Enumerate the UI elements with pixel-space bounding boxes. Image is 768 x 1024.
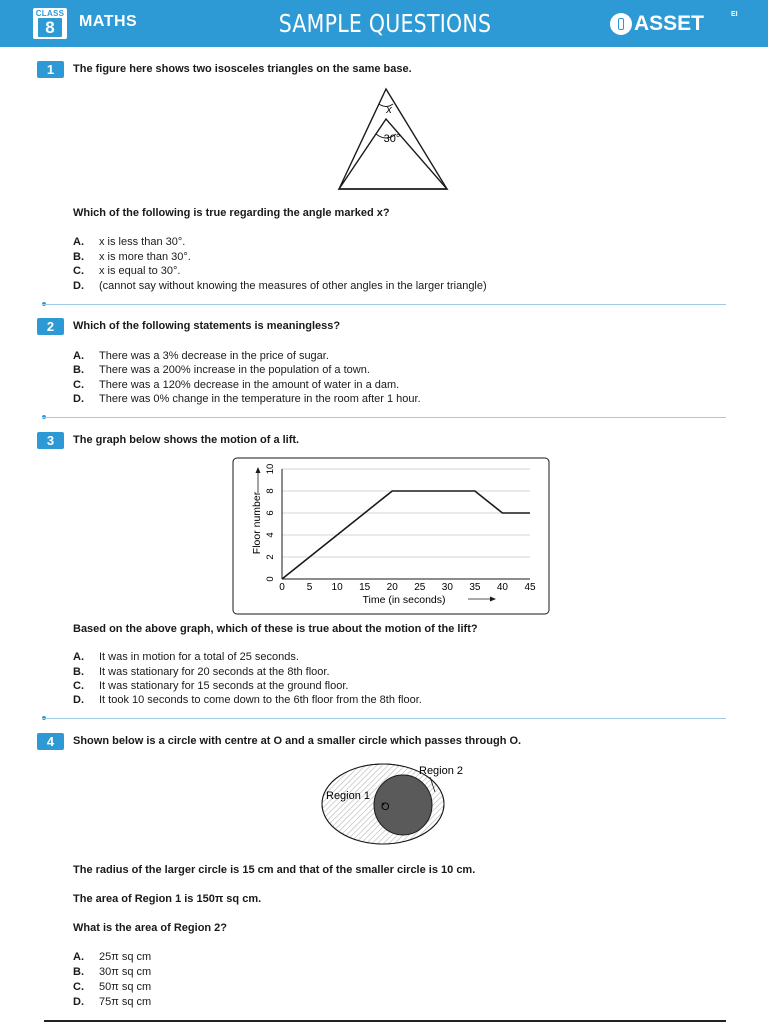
option-letter: D. [73,996,84,1008]
q2-option-a[interactable] [73,350,329,362]
separator [42,417,726,418]
class-label: CLASS [35,9,65,18]
y-axis-label: Floor number [251,491,263,555]
option-letter: C. [73,981,84,993]
triangles-figure [330,86,460,192]
centre-o-label: O [381,801,390,813]
asset-logo-icon [610,13,632,35]
question-2-text: Which of the following statements is meaningless? [73,320,341,332]
x-tick-label: 35 [469,582,481,593]
q4-option-a[interactable] [73,951,151,963]
y-tick-label: 2 [265,554,276,560]
q4-option-b[interactable] [73,966,151,978]
x-tick-label: 25 [414,582,426,593]
option-letter: C. [73,265,84,277]
header-bar [0,0,768,47]
q3-option-b[interactable] [73,666,330,678]
lift-motion-chart [232,457,550,615]
option-letter: B. [73,966,84,978]
question-3-prompt: Based on the above graph, which of these is true about the motion of the lift? [73,623,478,635]
x-tick-label: 15 [359,582,371,593]
question-4-prompt: What is the area of Region 2? [73,922,228,934]
x-axis-label: Time (in seconds) [362,594,446,606]
option-text: (cannot say without knowing the measures of other angles in the larger triangle) [99,280,487,292]
region-2-label: Region 2 [419,765,464,777]
question-1-text: The figure here shows two isosceles triangles on the same base. [73,63,412,75]
y-tick-label: 10 [265,463,276,475]
option-text: There was a 120% decrease in the amount of water in a dam. [99,379,400,391]
option-letter: C. [73,680,84,692]
question-2-number: 2 [37,318,64,335]
question-1-prompt: Which of the following is true regarding the angle marked x? [73,207,390,219]
question-3-text: The graph below shows the motion of a lift. [73,434,300,446]
class-number: 8 [38,18,62,37]
q4-option-d[interactable] [73,996,151,1008]
x-tick-label: 5 [306,582,313,593]
question-4-line-2: The area of Region 1 is 150π sq cm. [73,893,262,905]
option-text: It was stationary for 20 seconds at the 8th floor. [99,666,330,678]
q2-option-d[interactable] [73,393,421,405]
region-1-label: Region 1 [326,790,371,802]
option-text: It took 10 seconds to come down to the 6th floor from the 8th floor. [99,694,422,706]
option-letter: A. [73,951,84,963]
option-text: It was stationary for 15 seconds at the ground floor. [99,680,349,692]
question-4-number: 4 [37,733,64,750]
option-letter: D. [73,694,84,706]
page-title: SAMPLE QUESTIONS [278,9,492,38]
option-letter: C. [73,379,84,391]
question-3-number: 3 [37,432,64,449]
q1-option-d[interactable] [73,280,487,292]
separator [42,718,726,719]
y-tick-label: 4 [265,532,276,538]
option-text: 25π sq cm [99,951,152,963]
option-letter: D. [73,280,84,292]
subject-label: MATHS [79,13,138,30]
q2-option-c[interactable] [73,379,399,391]
y-tick-label: 8 [265,488,276,494]
option-letter: A. [73,350,84,362]
class-badge [33,8,67,39]
option-letter: D. [73,393,84,405]
q2-option-b[interactable] [73,364,370,376]
logo-superscript: EI [731,11,738,18]
bottom-rule [44,1020,726,1022]
option-text: x is more than 30°. [99,251,191,263]
option-letter: A. [73,236,84,248]
q4-option-c[interactable] [73,981,151,993]
option-letter: B. [73,666,84,678]
circles-figure [310,758,470,848]
angle-30-label: 30° [383,133,401,145]
q1-option-a[interactable] [73,236,185,248]
q1-option-c[interactable] [73,265,180,277]
logo-text: ASSET [634,12,705,35]
x-tick-label: 10 [331,582,343,593]
x-tick-label: 0 [279,582,285,593]
y-tick-label: 6 [265,510,276,516]
option-text: x is equal to 30°. [99,265,181,277]
option-letter: B. [73,364,84,376]
x-tick-label: 45 [524,582,536,593]
x-tick-label: 20 [386,582,398,593]
option-text: 75π sq cm [99,996,152,1008]
question-4-line-1: The radius of the larger circle is 15 cm and that of the smaller circle is 10 cm. [73,864,476,876]
option-text: 50π sq cm [99,981,152,993]
option-text: It was in motion for a total of 25 seconds. [99,651,299,663]
q3-option-d[interactable] [73,694,422,706]
question-4-text: Shown below is a circle with centre at O and a smaller circle which passes through O. [73,735,522,747]
option-text: There was a 200% increase in the population of a town. [99,364,370,376]
question-1-number: 1 [37,61,64,78]
option-text: There was a 3% decrease in the price of sugar. [99,350,329,362]
option-text: x is less than 30°. [99,236,186,248]
apex-x-label: x [386,104,392,116]
option-letter: A. [73,651,84,663]
y-tick-label: 0 [265,576,276,582]
q3-option-a[interactable] [73,651,299,663]
option-text: 30π sq cm [99,966,152,978]
option-letter: B. [73,251,84,263]
option-text: There was 0% change in the temperature in the room after 1 hour. [99,393,421,405]
separator [42,304,726,305]
x-tick-label: 30 [441,582,453,593]
q1-option-b[interactable] [73,251,191,263]
q3-option-c[interactable] [73,680,348,692]
x-tick-label: 40 [496,582,509,593]
